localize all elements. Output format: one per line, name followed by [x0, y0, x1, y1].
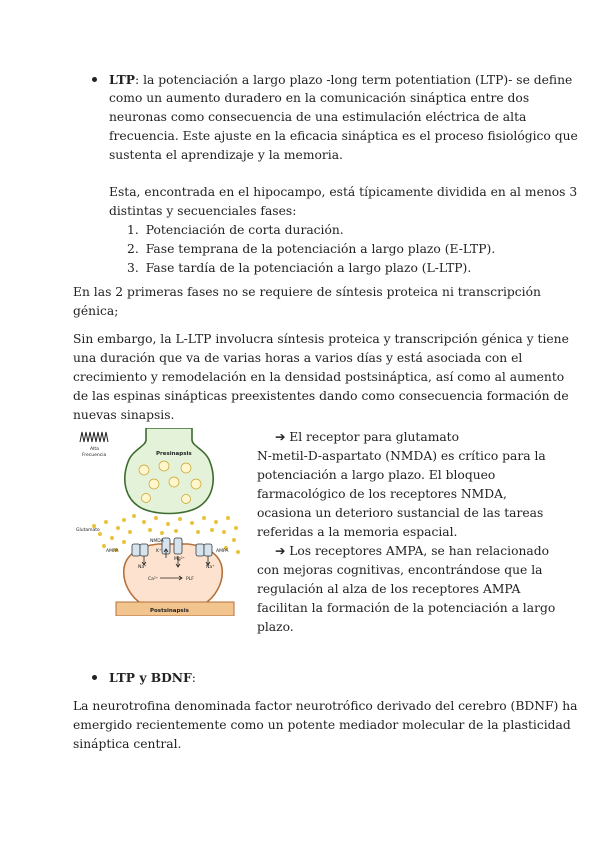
nmda-line-1: [275, 428, 459, 447]
bullet-dot: [92, 77, 97, 82]
lltp-line-2: una duración que va de varias horas a varios días y está asociada con el: [73, 351, 523, 365]
lltp-line-1: Sin embargo, la L-LTP involucra síntesis proteica y transcripción génica y tiene: [73, 332, 569, 346]
phase-number: 1.: [127, 223, 139, 237]
label-nmda: NMDA: [150, 539, 164, 544]
label-na-left: Na⁺: [138, 565, 147, 570]
hippocampus-line-1: Esta, encontrada en el hipocampo, está típicamente dividida en al menos 3: [109, 185, 578, 199]
fases-line-1: En las 2 primeras fases no se requiere de síntesis proteica ni transcripción: [73, 285, 541, 299]
label-alta: Alta: [90, 447, 99, 452]
phase-text: Potenciación de corta duración.: [145, 223, 344, 237]
phase-text: Fase temprana de la potenciación a largo plazo (E-LTP).: [145, 242, 496, 256]
bdnf-colon: :: [191, 671, 196, 685]
bdnf-line-1: La neurotrofina denominada factor neurotrófico derivado del cerebro (BDNF) ha: [73, 699, 578, 713]
ampa-line-3: regulación al alza de los receptores AMPA: [257, 582, 521, 596]
synapse-diagram: [76, 428, 241, 616]
ltp-definition-line-3: neuronas como consecuencia de una estimulación eléctrica de alta: [109, 110, 527, 124]
presynapse-terminal: [125, 428, 213, 514]
label-plf: PLF: [186, 577, 194, 582]
ltp-line-1-text: : la potenciación a largo plazo -long term potentiation (LTP)- se define: [135, 73, 573, 87]
label-ca: Ca²⁺: [148, 577, 159, 582]
phase-number: 3.: [127, 261, 139, 275]
stimulus-waveform-icon: [80, 432, 108, 442]
label-postsinapsis: Postsinapsis: [150, 608, 189, 614]
ampa-line-1: [275, 542, 549, 561]
nmda-line-1-text: El receptor para glutamato: [289, 430, 460, 444]
hippocampus-line-2: distintas y secuenciales fases:: [109, 204, 297, 218]
lltp-line-3: crecimiento y remodelación en la densidad postsináptica, así como al aumento: [73, 370, 565, 384]
phase-item-2: [127, 240, 495, 259]
bdnf-heading: [109, 668, 196, 688]
ltp-definition-line-4: frecuencia. Este ajuste en la eficacia sináptica es el proceso fisiológico que: [109, 129, 578, 143]
label-k: K⁺: [156, 549, 162, 554]
ampa-line-2: con mejoras cognitivas, encontrándose que la: [257, 563, 543, 577]
bdnf-line-2: emergido recientemente como un potente mediador molecular de la plasticidad: [73, 718, 571, 732]
nmda-line-6: referidas a la memoria espacial.: [257, 525, 458, 539]
lltp-line-5: nuevas sinapsis.: [73, 408, 175, 422]
ltp-term: LTP: [109, 72, 136, 87]
bullet-dot: [92, 675, 97, 680]
bdnf-line-3: sináptica central.: [73, 737, 182, 751]
phase-item-1: [127, 221, 344, 240]
label-ampa-right: AMPA: [216, 549, 229, 554]
label-presinapsis: Presinapsis: [156, 451, 192, 457]
nmda-line-4: farmacológico de los receptores NMDA,: [257, 487, 507, 501]
nmda-line-2: N-metil-D-aspartato (NMDA) es crítico para la: [257, 449, 546, 463]
ltp-definition-line-5: sustenta el aprendizaje y la memoria.: [109, 148, 343, 162]
ampa-receptor-right: [196, 544, 212, 556]
arrow-icon: ➔: [275, 430, 286, 444]
phase-number: 2.: [127, 242, 139, 256]
fases-line-2: génica;: [73, 304, 119, 318]
nmda-line-3: potenciación a largo plazo. El bloqueo: [257, 468, 496, 482]
ltp-definition-line-1: [109, 70, 572, 90]
ampa-line-5: plazo.: [257, 620, 294, 634]
label-na-right: Na⁺: [206, 565, 215, 570]
phase-text: Fase tardía de la potenciación a largo plazo (L-LTP).: [145, 261, 472, 275]
lltp-line-4: de las espinas sinápticas preexistentes dando como consecuencia formación de: [73, 389, 569, 403]
phase-item-3: [127, 259, 471, 278]
label-ampa-left: AMPA: [106, 549, 119, 554]
ampa-line-1-text: Los receptores AMPA, se han relacionado: [289, 544, 549, 558]
bdnf-term: LTP y BDNF: [109, 670, 192, 685]
ampa-receptor-left: [132, 544, 148, 556]
label-glutamato: Glutamato: [76, 528, 100, 533]
label-mg: Mg²⁺: [174, 557, 185, 562]
label-frecuencia: Frecuencia: [82, 453, 107, 458]
ampa-line-4: facilitan la formación de la potenciación a largo: [257, 601, 556, 615]
nmda-line-5: ocasiona un deterioro sustancial de las tareas: [257, 506, 544, 520]
ltp-definition-line-2: como un aumento duradero en la comunicación sináptica entre dos: [109, 91, 530, 105]
arrow-icon: ➔: [275, 544, 286, 558]
